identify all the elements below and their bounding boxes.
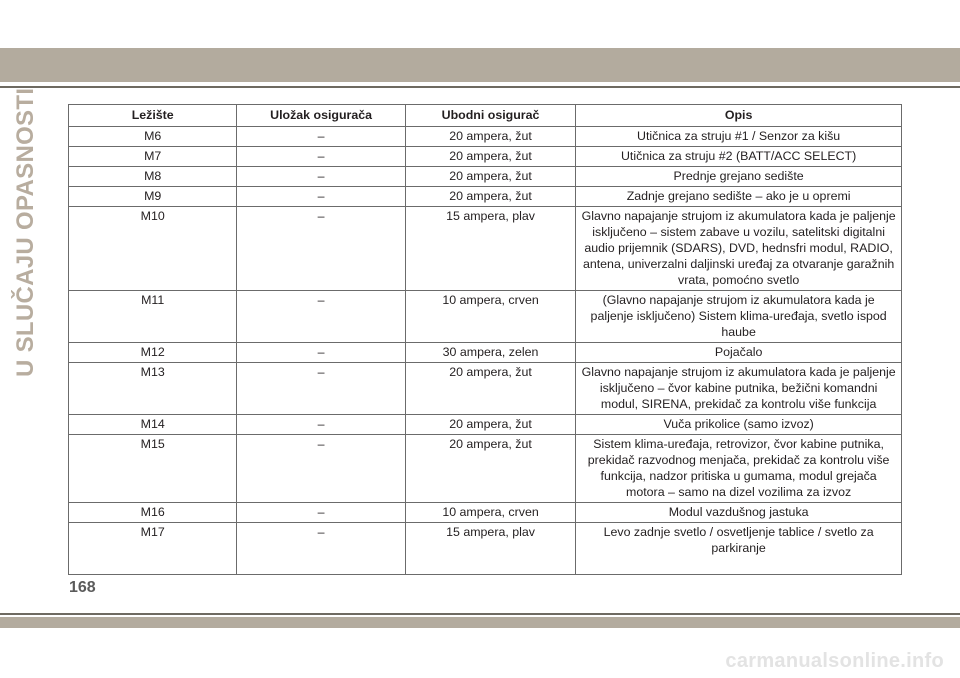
table-row bbox=[69, 435, 902, 503]
table-row bbox=[69, 523, 902, 575]
bottom-divider-line bbox=[0, 613, 960, 615]
header-description: Opis bbox=[576, 105, 902, 127]
top-divider-line bbox=[0, 86, 960, 88]
cell-description: Glavno napajanje strujom iz akumulatora kada je paljenje isključeno – čvor kabine putnika, bežični komandni modul, SIRENA, prekidač za kontrolu više funkcija bbox=[576, 363, 902, 415]
cell-description: Utičnica za struju #2 (BATT/ACC SELECT) bbox=[576, 147, 902, 167]
cell-cartridge-fuse: – bbox=[237, 523, 405, 575]
cell-description: Levo zadnje svetlo / osvetljenje tablice / svetlo za parkiranje bbox=[576, 523, 902, 575]
table-row bbox=[69, 503, 902, 523]
cell-blade-fuse: 20 ampera, žut bbox=[405, 363, 575, 415]
cell-description: Sistem klima-uređaja, retrovizor, čvor kabine putnika, prekidač razvodnog menjača, prekidač za kontrolu više funkcija, nadzor pritiska u gumama, modul grejača motora – samo na dizel vozilima za izvoz bbox=[576, 435, 902, 503]
fuse-table bbox=[68, 104, 902, 575]
cell-description: Pojačalo bbox=[576, 343, 902, 363]
cell-blade-fuse: 15 ampera, plav bbox=[405, 523, 575, 575]
cell-cartridge-fuse: – bbox=[237, 147, 405, 167]
fuse-table-body bbox=[69, 127, 902, 575]
cell-blade-fuse: 20 ampera, žut bbox=[405, 147, 575, 167]
cell-blade-fuse: 30 ampera, zelen bbox=[405, 343, 575, 363]
cell-description: Glavno napajanje strujom iz akumulatora kada je paljenje isključeno – sistem zabave u vozilu, satelitski digitalni audio prijemnik (SDARS), DVD, hednsfri modul, RADIO, antena, univerzalni daljinski uređaj za otvaranje garažnih vrata, pomoćno svetlo bbox=[576, 207, 902, 291]
header-cavity: Ležište bbox=[69, 105, 237, 127]
bottom-decorative-band bbox=[0, 617, 960, 628]
cell-description: Modul vazdušnog jastuka bbox=[576, 503, 902, 523]
cell-cartridge-fuse: – bbox=[237, 435, 405, 503]
cell-cavity: M15 bbox=[69, 435, 237, 503]
cell-cartridge-fuse: – bbox=[237, 127, 405, 147]
cell-description: Zadnje grejano sedište – ako je u opremi bbox=[576, 187, 902, 207]
cell-blade-fuse: 10 ampera, crven bbox=[405, 503, 575, 523]
section-side-heading: U SLUČAJU OPASNOSTI bbox=[12, 87, 39, 377]
table-row bbox=[69, 343, 902, 363]
cell-cavity: M9 bbox=[69, 187, 237, 207]
cell-cavity: M8 bbox=[69, 167, 237, 187]
cell-blade-fuse: 10 ampera, crven bbox=[405, 291, 575, 343]
cell-cavity: M6 bbox=[69, 127, 237, 147]
cell-cartridge-fuse: – bbox=[237, 187, 405, 207]
cell-blade-fuse: 20 ampera, žut bbox=[405, 415, 575, 435]
cell-cavity: M16 bbox=[69, 503, 237, 523]
cell-cartridge-fuse: – bbox=[237, 167, 405, 187]
cell-description: (Glavno napajanje strujom iz akumulatora kada je paljenje isključeno) Sistem klima-uređaja, svetlo ispod haube bbox=[576, 291, 902, 343]
cell-blade-fuse: 15 ampera, plav bbox=[405, 207, 575, 291]
cell-blade-fuse: 20 ampera, žut bbox=[405, 167, 575, 187]
cell-cavity: M11 bbox=[69, 291, 237, 343]
header-blade-fuse: Ubodni osigurač bbox=[405, 105, 575, 127]
cell-description: Prednje grejano sedište bbox=[576, 167, 902, 187]
cell-cartridge-fuse: – bbox=[237, 503, 405, 523]
cell-cartridge-fuse: – bbox=[237, 415, 405, 435]
cell-cavity: M14 bbox=[69, 415, 237, 435]
page-number: 168 bbox=[69, 579, 96, 596]
cell-cavity: M10 bbox=[69, 207, 237, 291]
table-row bbox=[69, 187, 902, 207]
cell-cavity: M7 bbox=[69, 147, 237, 167]
cell-cavity: M13 bbox=[69, 363, 237, 415]
cell-cartridge-fuse: – bbox=[237, 343, 405, 363]
table-header-row bbox=[69, 105, 902, 127]
table-row bbox=[69, 363, 902, 415]
cell-blade-fuse: 20 ampera, žut bbox=[405, 187, 575, 207]
cell-cartridge-fuse: – bbox=[237, 207, 405, 291]
cell-description: Utičnica za struju #1 / Senzor za kišu bbox=[576, 127, 902, 147]
cell-blade-fuse: 20 ampera, žut bbox=[405, 127, 575, 147]
cell-description: Vuča prikolice (samo izvoz) bbox=[576, 415, 902, 435]
cell-cartridge-fuse: – bbox=[237, 363, 405, 415]
table-row bbox=[69, 415, 902, 435]
cell-blade-fuse: 20 ampera, žut bbox=[405, 435, 575, 503]
table-row bbox=[69, 147, 902, 167]
top-decorative-band bbox=[0, 48, 960, 82]
table-row bbox=[69, 291, 902, 343]
table-row bbox=[69, 207, 902, 291]
table-row bbox=[69, 127, 902, 147]
watermark: carmanualsonline.info bbox=[725, 650, 944, 672]
cell-cartridge-fuse: – bbox=[237, 291, 405, 343]
header-cartridge-fuse: Uložak osigurača bbox=[237, 105, 405, 127]
cell-cavity: M17 bbox=[69, 523, 237, 575]
cell-cavity: M12 bbox=[69, 343, 237, 363]
table-row bbox=[69, 167, 902, 187]
